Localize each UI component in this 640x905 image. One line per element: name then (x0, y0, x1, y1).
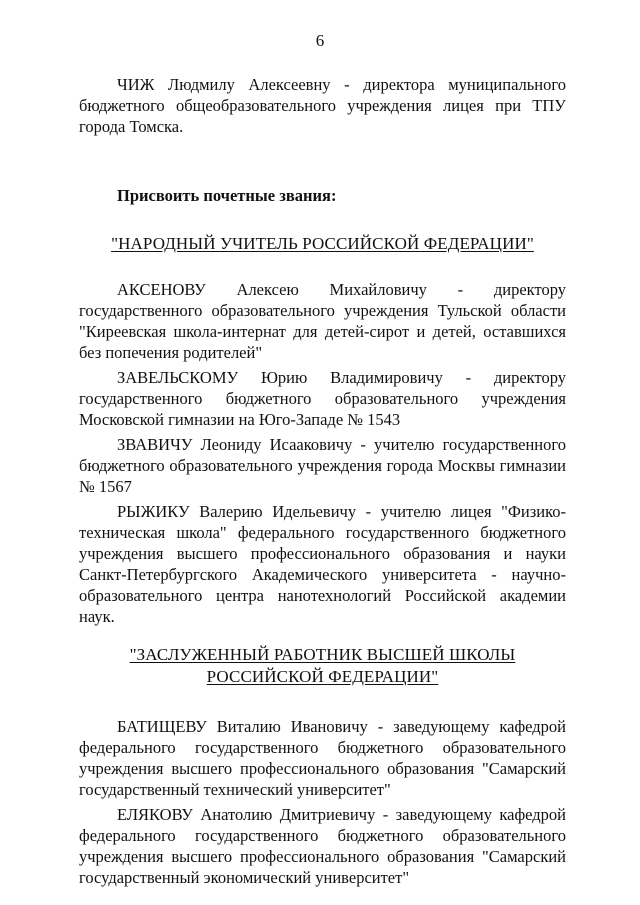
page-number: 6 (315, 31, 325, 50)
award-entry: ЗВАВИЧУ Леониду Исааковичу - учителю государственного бюджетного образовательного учреждения города Москвы гимназии № 1567 (79, 435, 566, 496)
title-honored-worker-higher-school (79, 644, 566, 688)
award-entry: ЕЛЯКОВУ Анатолию Дмитриевичу - заведующему кафедрой федерального государственного бюджетного образовательного учреждения высшего профессионального образования "Самарский государственный экономический университет" (79, 805, 566, 887)
title-line: РОССИЙСКОЙ ФЕДЕРАЦИИ" (206, 667, 439, 686)
award-entry: РЫЖИКУ Валерию Идельевичу - учителю лицея "Физико-техническая школа" федерального государственного бюджетного учреждения высшего профессионального образования и науки Санкт-Петербургского Академического университета - научно-образовательного центра нанотехнологий Российской академии наук. (79, 502, 566, 626)
title-line: "ЗАСЛУЖЕННЫЙ РАБОТНИК ВЫСШЕЙ ШКОЛЫ (129, 645, 516, 664)
title-line: "НАРОДНЫЙ УЧИТЕЛЬ РОССИЙСКОЙ ФЕДЕРАЦИИ" (111, 234, 534, 253)
award-entry: БАТИЩЕВУ Виталию Ивановичу - заведующему кафедрой федерального государственного бюджетного образовательного учреждения высшего профессионального образования "Самарский государственный технический университет" (79, 717, 566, 799)
award-entry: ЗАВЕЛЬСКОМУ Юрию Владимировичу - директору государственного бюджетного образовательного учреждения Московской гимназии на Юго-Западе № 1543 (79, 368, 566, 429)
section-honored-worker-higher-school (79, 716, 566, 888)
document-body (79, 74, 566, 888)
intro-paragraph: ЧИЖ Людмилу Алексеевну - директора муниципального бюджетного общеобразовательного учреждения лицея при ТПУ города Томска. (79, 75, 566, 136)
section-heading: Присвоить почетные звания: (117, 186, 337, 205)
award-entry: АКСЕНОВУ Алексею Михайловичу - директору государственного образовательного учреждения Тульской области "Киреевская школа-интернат для детей-сирот и детей, оставшихся без попечения родителей" (79, 280, 566, 362)
section-people-teacher (79, 279, 566, 627)
title-people-teacher (79, 233, 566, 254)
